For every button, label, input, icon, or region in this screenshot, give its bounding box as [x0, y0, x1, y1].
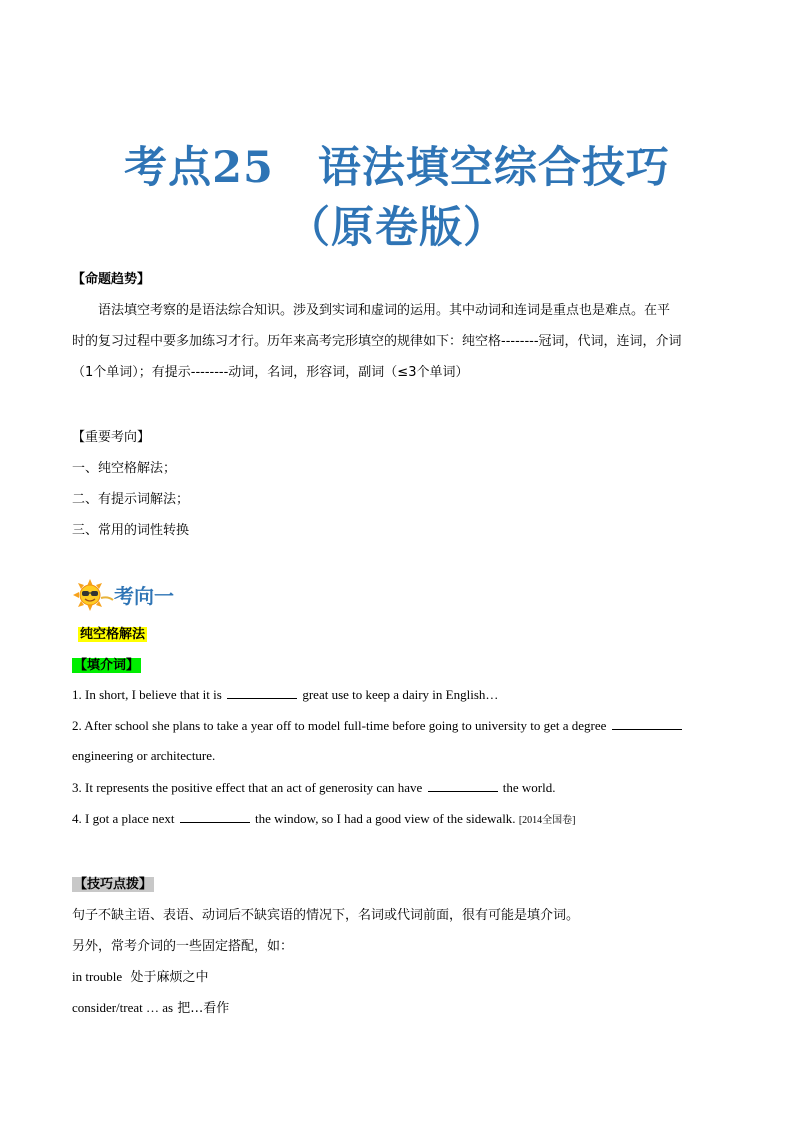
- page-title-line1: [0, 142, 794, 194]
- question-3-blank: [428, 779, 498, 792]
- tips-example-2: [72, 997, 229, 1016]
- section-subtitle: [78, 623, 147, 642]
- question-4-blank: [180, 810, 250, 823]
- question-3: [72, 779, 555, 796]
- question-1-blank: [227, 686, 297, 699]
- direction-item-3: 三、常用的词性转换: [72, 523, 190, 538]
- tips-example-1: [72, 966, 208, 985]
- tips-example-1-en: in trouble: [72, 969, 123, 984]
- direction-item-2: 二、有提示词解法；: [72, 492, 190, 507]
- tag-preposition: [72, 654, 141, 673]
- question-1-text-b: great use to keep a dairy in English…: [302, 687, 499, 702]
- direction-item-1: 一、纯空格解法；: [72, 461, 177, 476]
- page-title-topic-number: 考点25: [124, 143, 274, 193]
- question-2-blank: [612, 717, 682, 730]
- trend-heading: 【命题趋势】: [72, 272, 151, 287]
- section-title: 考向一: [114, 584, 174, 608]
- tips-tag: [72, 873, 154, 892]
- question-4: [72, 810, 575, 827]
- trend-line-2: 时的复习过程中要多加练习才行。历年来高考完形填空的规律如下：纯空格--------冠词，代词，连词，介词: [72, 334, 682, 349]
- page-title-line2: （原卷版）: [287, 203, 507, 253]
- tips-example-1-cn: 处于麻烦之中: [130, 970, 209, 985]
- trend-line-1: 语法填空考察的是语法综合知识。涉及到实词和虚词的运用。其中动词和连词是重点也是难点。在平: [98, 303, 671, 318]
- sun-with-sunglasses-icon: [72, 578, 114, 612]
- question-4-text-b: the window, so I had a good view of the sidewalk.: [255, 811, 516, 826]
- question-4-source: [2014全国卷]: [518, 815, 576, 826]
- question-1-text-a: 1. In short, I believe that it is: [72, 687, 222, 702]
- tips-line-1: 句子不缺主语、表语、动词后不缺宾语的情况下，名词或代词前面，很有可能是填介词。: [72, 908, 580, 923]
- question-4-text-a: 4. I got a place next: [72, 811, 175, 826]
- question-2: [72, 717, 684, 734]
- question-3-text-b: the world.: [502, 780, 556, 795]
- tips-example-2-en: consider/treat … as: [72, 1000, 174, 1015]
- question-1: [72, 686, 498, 703]
- directions-heading: 【重要考向】: [72, 430, 151, 445]
- question-2-continued: engineering or architecture.: [72, 748, 216, 763]
- question-3-text-a: 3. It represents the positive effect that an act of generosity can have: [72, 780, 423, 795]
- trend-line-3: （1个单词）；有提示--------动词，名词，形容词，副词（≤3个单词）: [72, 365, 469, 380]
- tips-tag-text: 【技巧点拨】: [74, 877, 153, 892]
- page-title-topic-name: 语法填空综合技巧: [317, 143, 670, 193]
- tag-preposition-text: 【填介词】: [74, 658, 140, 673]
- tips-example-2-cn: 把…看作: [177, 1001, 230, 1016]
- section-subtitle-text: 纯空格解法: [80, 627, 146, 642]
- question-2-text-a: 2. After school she plans to take a year off to model full-time before going to university to get a degree: [72, 718, 607, 733]
- tips-line-2: 另外，常考介词的一些固定搭配，如：: [72, 939, 294, 954]
